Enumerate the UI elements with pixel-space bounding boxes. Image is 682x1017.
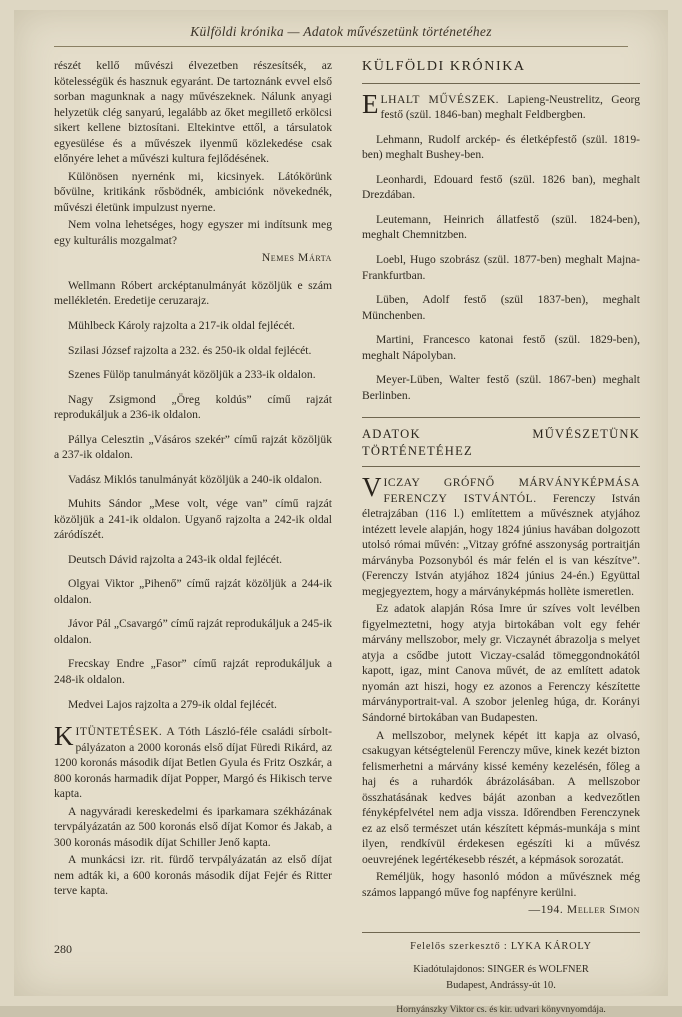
note-item: Mühlbeck Károly rajzolta a 217-ik oldal fejlécét. (68, 318, 295, 332)
note-item: Deutsch Dávid rajzolta a 243-ik oldal fejlécét. (68, 552, 283, 566)
note-item: Jávor Pál „Csavargó” című rajzát reprodukáljuk a 245-ik oldalon. (54, 617, 332, 646)
paragraph: A nagyváradi kereskedelmi és iparkamara székházának tervpályázatán az 500 koronás első díjat Komor és Jakab, a 300 koronás második díjat Schiller Jenő kapta. (54, 804, 332, 849)
paragraph: részét kellő művészi élvezetben részesítsék, az kötelességük és hasznuk egyaránt. De tartoznánk evvel első sorban magunknak a nagy művészeknek. Nálunk anyagi helyzetük clég sanyarú, legalább az őket megillető erkölcsi sikert kellene biztosítani. Eltekintve ettől, a társulatok egyesülése és a művészek ilyenmű közlekedése csak előnyére lehet a művészi kultura fejlődésének. (54, 59, 332, 166)
page-number: 280 (54, 942, 72, 956)
paper-sheet (14, 10, 668, 1015)
note-item: Szilasi József rajzolta a 232. és 250-ik oldal fejlécét. (68, 343, 312, 357)
awards-text: A Tóth László-féle családi sírbolt-pályázaton a 2000 koronás első díjat Füredi Rikárd, az 1200 koronás második díjat Betlen Gyula és Fritz Oszkár, a 800 koronás harmadik díjat Popper, Margó és Hikisch terve kapta. (54, 725, 332, 801)
publisher-label: Kiadótulajdonos: (413, 964, 485, 976)
article-paragraph: A mellszobor, melynek képét itt kapja az olvasó, csakugyan kétségtelenül Ferenczy műve, kinek kezét bizton felismerhetni a márvány kissé kemény kezelésén, főleg a haj és a ruhardók ábrázolásában. A mellszobor összhatásának kedves báját azonban a kedvezőtlen fényképfelvétel nem adja vissza. Időrendben Ferenczynek ez az első természet után készített képmás-munkája s mint ilyen, rendkívül érdekesen egészíti ki a művész oeuvrejének legértékesebb részét, a képmások sorozatát. (362, 728, 640, 866)
obituary-item: Leonhardi, Edouard festő (szül. 1826 ban), meghalt Drezdában. (362, 172, 640, 202)
obituary-item: Loebl, Hugo szobrász (szül. 1877-ben) meghalt Majna-Frankfurtban. (362, 253, 640, 282)
awards-heading: ITÜNTETÉSEK. (75, 725, 163, 739)
signature: Nemes Márta (261, 251, 332, 265)
note-item: Medvei Lajos rajzolta a 279-ik oldal fejlécét. (68, 697, 277, 711)
section-heading-kulfoldi: KÜLFÖLDI KRÓNIKA (362, 59, 526, 74)
obituary-first: Lapieng-Neustrelitz, Georg festő (szül. 1846-ban) meghalt Feldbergben. (380, 92, 640, 122)
note-item: Wellmann Róbert arcképtanulmányát közöljük e szám mellékletén. Eredetije ceruzarajz. (54, 278, 332, 308)
article-dropcap: V (362, 472, 382, 502)
awards-block (54, 721, 332, 802)
publisher-line (362, 962, 640, 978)
note-item: Olgyai Viktor „Pihenő” című rajzát közöljük a 244-ik oldalon. (54, 577, 332, 606)
right-column (362, 58, 640, 1017)
section-divider-2 (362, 417, 640, 418)
paragraph: Különösen nyernénk mi, kicsinyek. Látókörünk bővülne, kritikánk rősbödnék, ambiciónk növekednék, művészi életünk impulzust nyerne. (54, 169, 332, 214)
obituary-item: Lüben, Adolf festő (szül 1837-ben), meghalt Münchenben. (362, 293, 640, 322)
publisher-address: Budapest, Andrássy-út 10. (446, 980, 556, 992)
obituary-item: Lehmann, Rudolf arckép- és életképfestő (szül. 1819-ben) meghalt Bushey-ben. (362, 132, 640, 162)
note-item: Szenes Fülöp tanulmányát közöljük a 233-ik oldalon. (68, 368, 316, 382)
awards-dropcap: K (54, 721, 74, 752)
section-heading-adatok: ADATOK MŰVÉSZETÜNK TÖRTÉNETÉHEZ (362, 427, 640, 459)
obituary-block (362, 88, 640, 123)
article-paragraph: Reméljük, hogy hasonló módon a művésznek még számos lappangó műve fog napfényre kerülni. (362, 870, 640, 899)
note-item: Muhits Sándor „Mese volt, vége van” című rajzát közöljük a 241-ik oldalon. Ugyanő rajzolta a 242-ik oldal záródíszét. (54, 497, 332, 542)
running-header: Külföldi krónika — Adatok művészetünk történetéhez (190, 24, 492, 39)
printer-imprint: Hornyánszky Viktor cs. és kir. udvari könyvnyomdája. (396, 1003, 606, 1015)
paragraph: Nem volna lehetséges, hogy egyszer mi indítsunk meg egy kulturális mozgalmat? (54, 218, 332, 247)
left-column (54, 58, 332, 901)
colophon (362, 939, 640, 994)
article-paragraph: Ferenczy István életrajzában (116 l.) említettem a művésznek atyjához intézett levele alapján, hogy 1824 június havában dolgozott utolsó római művén: „Vitzay grófné asszonyság portraitján márványba Pozsonyból és már felén el is van készítve”. (Ferenczy István atyjához 1824 június 24-én.) Együttal megjegyeztem, hogy a márványképmás hollète ismeretlen. (362, 491, 640, 598)
colophon-divider (362, 932, 640, 933)
header-rule (54, 46, 628, 47)
editor-line: Felelős szerkesztő : LYKA KÁROLY (410, 940, 592, 952)
obituary-dropcap: E (362, 88, 379, 119)
column-container (54, 58, 640, 1015)
note-item: Nagy Zsigmond „Öreg koldús” című rajzát reprodukáljuk a 236-ik oldalon. (54, 392, 332, 422)
obituary-item: Martini, Francesco katonai festő (szül. 1829-ben), meghalt Nápolyban. (362, 333, 640, 362)
note-item: Vadász Miklós tanulmányát közöljük a 240-ik oldalon. (68, 472, 323, 486)
publisher-name: SINGER és WOLFNER (487, 964, 589, 976)
section-divider-3 (362, 466, 640, 467)
article-block (362, 472, 640, 599)
article-paragraph: Ez adatok alapján Rósa Imre úr szíves volt levélben figyelmeztetni, hogy atyja birtokában volt egy fehér márvány mellszobor, mely gr. Viczaynét ábrazolja s melyet atyja a csődbe jutott Viczay-család tömeggondnokától kapott, igaz, mint Canova művét, de az említett adatok nyomán azt hiszi, hogy ez azonos a Ferenczy készítette márványportrait-val. A szobor jelenleg húga, dr. Korányi Sándorné birtokában van Budapesten. (362, 602, 640, 724)
article-signature: —194. Meller Simon (528, 903, 640, 917)
obituary-item: Leutemann, Heinrich állatfestő (szül. 1824-ben), meghalt Chemnitzben. (362, 212, 640, 242)
article-heading: ICZAY GRÓFNŐ MÁRVÁNYKÉPMÁSA FERENCZY ISTVÁNTÓL. (383, 476, 640, 505)
note-item: Pállya Celesztin „Vásáros szekér” című rajzát közöljük a 237-ik oldalon. (54, 432, 332, 462)
obituary-item: Meyer-Lüben, Walter festő (szül. 1867-ben) meghalt Berlinben. (362, 373, 640, 402)
paragraph: A munkácsi izr. rit. fürdő tervpályázatán az első díjat nem adták ki, a 600 koronás második díjat Fejér és Ritter terve kapta. (54, 853, 332, 898)
obituary-heading: LHALT MŰVÉSZEK. (380, 92, 500, 106)
section-divider (362, 83, 640, 84)
note-item: Frecskay Endre „Fasor” című rajzát reprodukáljuk a 248-ik oldalon. (54, 657, 332, 686)
